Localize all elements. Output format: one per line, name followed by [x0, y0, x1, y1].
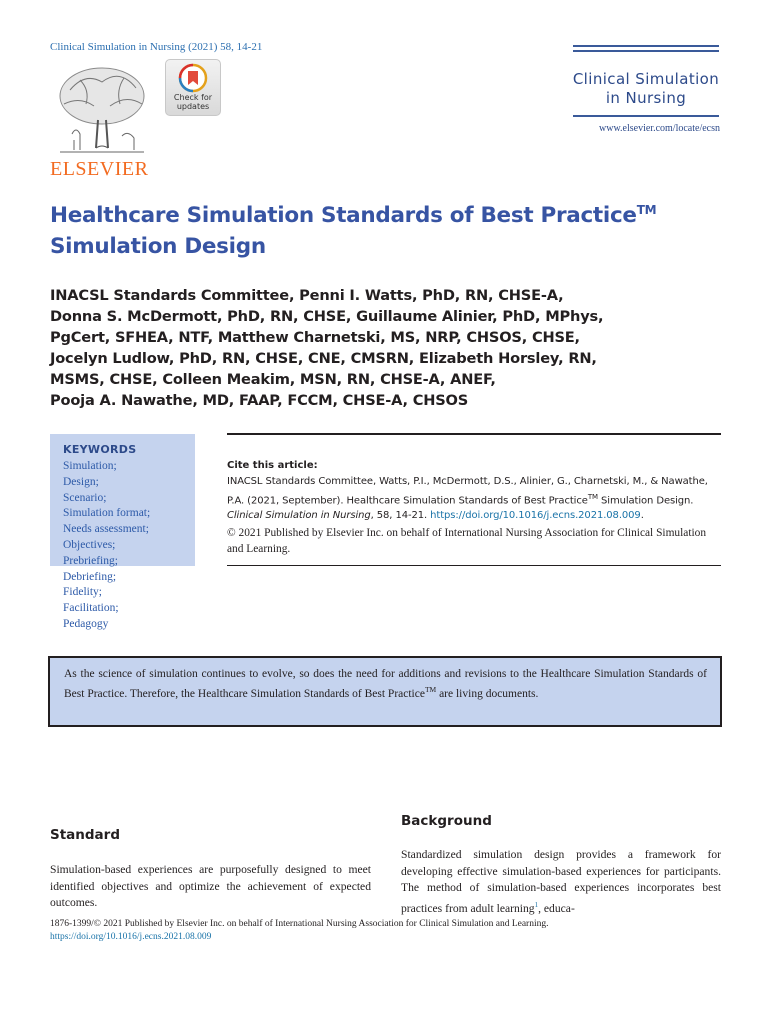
abstract-text: As the science of simulation continues to evolve, so does the need for additions and revisions to the Healthcare Simulation Standards of Best Practice. Therefore, the Healthcare Simulation Standards of Best Practice™ are living documents. [64, 668, 707, 701]
keyword-item: Scenario; [63, 491, 107, 504]
keyword-item: Facilitation; [63, 602, 119, 615]
citation-title: P.A. (2021, September). Healthcare Simulation Standards of Best Practice [227, 494, 588, 506]
background-heading: Background [401, 813, 492, 829]
keywords-heading: KEYWORDS [63, 443, 137, 456]
author-line: Jocelyn Ludlow, PhD, RN, CHSE, CNE, CMSRN, Elizabeth Horsley, RN, [50, 350, 597, 367]
author-line: Donna S. McDermott, PhD, RN, CHSE, Guillaume Alinier, PhD, MPhys, [50, 308, 604, 325]
citation-journal-cont: Simulation in Nursing [265, 510, 371, 522]
citation-text [227, 474, 722, 524]
journal-url-link[interactable]: www.elsevier.com/locate/ecsn [599, 123, 720, 134]
reference-link[interactable]: 1 [534, 900, 539, 909]
author-line: PgCert, SFHEA, NTF, Matthew Charnetski, MS, NRP, CHSOS, CHSE, [50, 329, 580, 346]
keyword-item: Simulation format; [63, 507, 151, 520]
citation-bottom-rule [227, 565, 721, 566]
article-title [50, 195, 690, 262]
check-updates-label: Check for updates [173, 93, 213, 111]
keywords-list [63, 459, 150, 633]
citation-top-rule [227, 433, 721, 435]
title-line-1: Healthcare Simulation Standards of Best Practice [50, 203, 637, 229]
journal-title [560, 70, 732, 108]
copyright-note: © 2021 Published by Elsevier Inc. on behalf of International Nursing Association for Clinical Simulation and Learning. [227, 527, 707, 555]
author-list [50, 285, 650, 411]
citation-title-end: Simulation Design. [597, 494, 694, 506]
footer-doi-link[interactable]: https://doi.org/10.1016/j.ecns.2021.08.009 [50, 932, 212, 942]
citation-journal: Clinical [227, 510, 263, 522]
journal-reference[interactable]: Clinical Simulation in Nursing (2021) 58, 14-21 [50, 41, 263, 53]
author-line: MSMS, CHSE, Colleen Meakim, MSN, RN, CHSE-A, ANEF, [50, 371, 496, 388]
masthead-divider [573, 115, 719, 117]
citation-doi-link[interactable]: https://doi.org/10.1016/j.ecns.2021.08.009 [430, 510, 641, 522]
citation-trademark: TM [587, 492, 598, 501]
keyword-item: Debriefing; [63, 570, 117, 583]
elsevier-wordmark: ELSEVIER [50, 158, 149, 180]
background-paragraph: Standardized simulation design provides a framework for developing effective simulation-based experiences for participants. The method of simulation-based experiences incorporates best practices from adult learning$^1$, educa- [401, 848, 721, 915]
author-line: INACSL Standards Committee, Penni I. Watts, PhD, RN, CHSE-A, [50, 287, 564, 304]
citation-volume: , 58, 14-21. [370, 510, 431, 522]
cite-heading: Cite this article: [227, 460, 318, 471]
elsevier-tree-logo [50, 60, 154, 160]
check-for-updates-badge[interactable] [165, 59, 221, 116]
journal-title-line2: in Nursing [605, 89, 687, 107]
standard-paragraph: Simulation-based experiences are purposefully designed to meet identified objectives and optimize the achievement of expected outcomes. [50, 863, 371, 909]
footer-issn: 1876-1399/© 2021 Published by Elsevier Inc. on behalf of International Nursing Association for Clinical Simulation and Learning. [50, 919, 549, 929]
title-trademark: TM [636, 203, 657, 217]
journal-title-line1: Clinical Simulation [572, 70, 720, 88]
masthead-rules [573, 45, 719, 55]
keyword-item: Pedagogy [63, 617, 109, 630]
citation-end: . [640, 510, 644, 522]
keyword-item: Needs assessment; [63, 523, 149, 536]
author-line: Pooja A. Nawathe, MD, FAAP, FCCM, CHSE-A, CHSOS [50, 392, 469, 409]
citation-authors: INACSL Standards Committee, Watts, P.I., McDermott, D.S., Alinier, G., Charnetski, M., & Nawathe, [227, 476, 708, 487]
standard-heading: Standard [50, 827, 120, 843]
title-line-2: Simulation Design [50, 234, 266, 260]
keyword-item: Fidelity; [63, 586, 102, 599]
keyword-item: Simulation; [63, 460, 117, 472]
keyword-item: Prebriefing; [63, 554, 118, 567]
keyword-item: Objectives; [63, 538, 116, 551]
abstract-trademark: TM [424, 685, 437, 695]
check-updates-icon [178, 63, 208, 93]
keyword-item: Design; [63, 475, 99, 488]
abstract-box [48, 656, 722, 727]
